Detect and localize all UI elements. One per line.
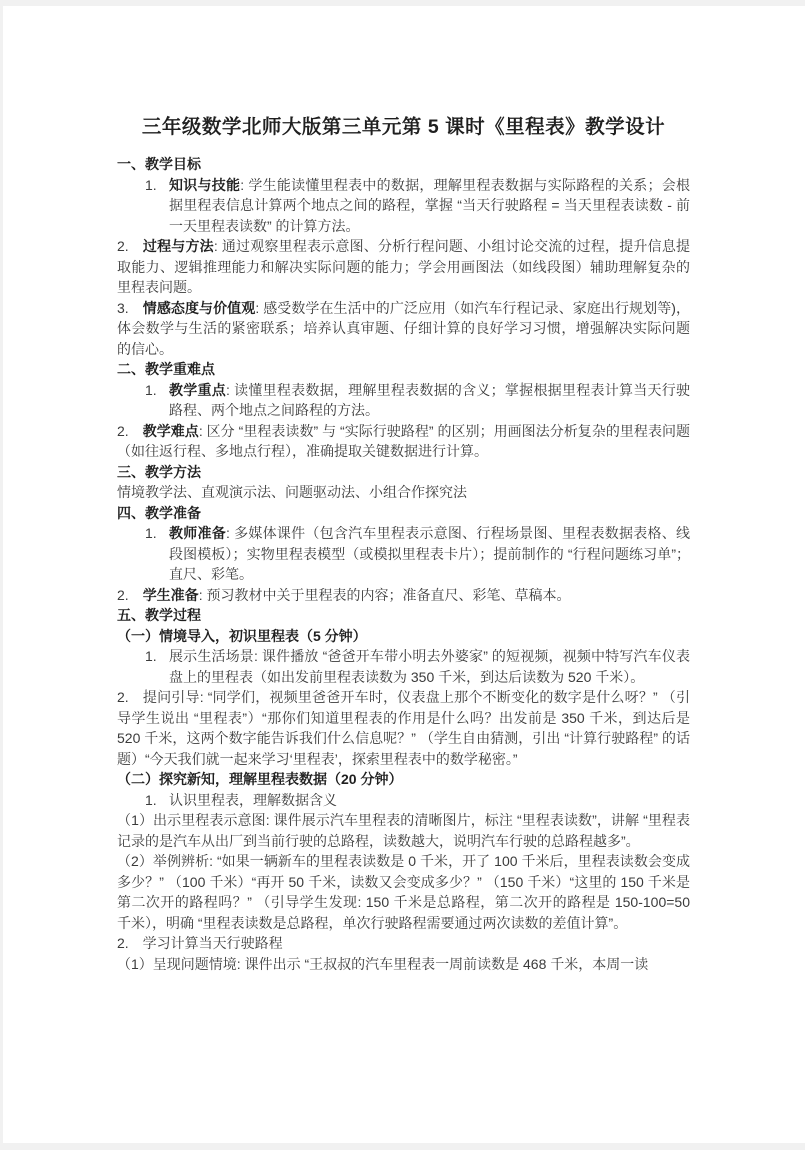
bold-text: 知识与技能 bbox=[169, 176, 241, 193]
body-text: 2. bbox=[117, 422, 143, 439]
list-number: 1. bbox=[145, 648, 157, 664]
body-text: : 学生能读懂里程表中的数据，理解里程表数据与实际路程的关系；会根据里程表信息计算两个地点之间的路程，掌握 “当天行驶路程 = 当天里程表读数 - 前一天里程表读数” 的计算方法。 bbox=[169, 176, 690, 234]
body-text: 展示生活场景: 课件播放 “爸爸开车带小明去外婆家” 的短视频，视频中特写汽车仪表盘上的里程表（如出发前里程表读数为 350 千米，到达后读数为 520 千米）。 bbox=[169, 648, 690, 685]
list-number: 1. bbox=[145, 791, 157, 808]
bold-text: （二）探究新知，理解里程表数据（20 分钟） bbox=[117, 771, 403, 787]
bold-text: （一）情境导入，初识里程表（5 分钟） bbox=[117, 627, 367, 644]
paragraph bbox=[117, 585, 690, 606]
section-heading bbox=[117, 154, 690, 175]
body-text: 2. 学习计算当天行驶路程 bbox=[117, 935, 283, 951]
paragraph bbox=[117, 954, 690, 975]
body-text: : 区分 “里程表读数” 与 “实际行驶路程” 的区别；用画图法分析复杂的里程表问题（如往返行程、多地点行程），准确提取关键数据进行计算。 bbox=[117, 422, 691, 459]
body-text: 2. bbox=[117, 238, 143, 254]
paragraph bbox=[117, 298, 690, 360]
body-text: : 多媒体课件（包含汽车里程表示意图、行程场景图、里程表数据表格、线段图模板）；实物里程表模型（或模拟里程表卡片）；提前制作的 “行程问题练习单”；直尺、彩笔。 bbox=[169, 525, 691, 582]
bold-text: 一、教学目标 bbox=[117, 156, 201, 172]
body-text: : 通过观察里程表示意图、分析行程问题、小组讨论交流的过程，提升信息提取能力、逻辑推理能力和解决实际问题的能力；学会用画图法（如线段图）辅助理解复杂的里程表问题。 bbox=[117, 238, 691, 295]
section-heading bbox=[117, 462, 690, 483]
document-page bbox=[3, 6, 805, 1143]
subsection-heading bbox=[117, 769, 690, 790]
body-text: （1）出示里程表示意图: 课件展示汽车里程表的清晰图片，标注 “里程表读数”，讲解 “里程表记录的是汽车从出厂到当前行驶的总路程，读数越大，说明汽车行驶的总路程越多”。 bbox=[117, 812, 690, 849]
body-text: 认识里程表，理解数据含义 bbox=[169, 791, 337, 808]
body-text: : 感受数学在生活中的广泛应用（如汽车行程记录、家庭出行规划等)，体会数学与生活的紧密联系；培养认真审题、仔细计算的良好学习习惯，增强解决实际问题的信心。 bbox=[117, 299, 690, 357]
page-title bbox=[117, 114, 690, 140]
bold-text: 过程与方法 bbox=[142, 238, 214, 254]
paragraph bbox=[117, 482, 690, 503]
list-item bbox=[117, 646, 690, 687]
body-text: 2. bbox=[117, 586, 143, 603]
body-text: 2. 提问引导: “同学们，视频里爸爸开车时，仪表盘上那个不断变化的数字是什么呀？” （引导学生说出 “里程表”）“那你们知道里程表的作用是什么吗？出发前是 350 千米，到达后是 520 千米，这两个数字能告诉我们什么信息呢？” （学生自由猜测，引出 “计算行驶路程” 的话题）“今天我们就一起来学习‘里程表’，探索里程表中的数学秘密。” bbox=[117, 689, 690, 767]
document-content bbox=[117, 114, 690, 974]
bold-text: 情感态度与价值观 bbox=[142, 299, 256, 316]
list-item bbox=[117, 790, 690, 811]
paragraph bbox=[117, 421, 690, 462]
paragraph bbox=[117, 236, 690, 298]
list-item bbox=[117, 523, 690, 585]
bold-text: 四、教学准备 bbox=[117, 504, 201, 521]
list-number: 1. bbox=[145, 176, 157, 193]
bold-text: 三年级数学北师大版第三单元第 5 课时《里程表》教学设计 bbox=[141, 116, 666, 138]
list-item bbox=[117, 380, 690, 421]
section-heading bbox=[117, 359, 690, 380]
bold-text: 教学重点 bbox=[169, 381, 227, 398]
list-number: 1. bbox=[145, 525, 157, 541]
paragraph bbox=[117, 933, 690, 954]
paragraph bbox=[117, 687, 690, 769]
body-text: （2）举例辨析: “如果一辆新车的里程表读数是 0 千米，开了 100 千米后，里程表读数会变成多少？” （100 千米）“再开 50 千米，读数又会变成多少？” （150 千米）“这里的 150 千米是第二次开的路程吗？” （引导学生发现: 150 千米是总路程，第二次开的路程是 150-100=50 千米），明确 “里程表读数是总路程，单次行驶路程需要通过两次读数的差值计算”。 bbox=[117, 853, 690, 931]
list-item bbox=[117, 175, 690, 237]
bold-text: 三、教学方法 bbox=[117, 463, 201, 480]
bold-text: 教师准备 bbox=[169, 525, 227, 541]
bold-text: 二、教学重难点 bbox=[117, 361, 215, 377]
section-heading bbox=[117, 605, 690, 626]
paragraph bbox=[117, 851, 690, 933]
subsection-heading bbox=[117, 626, 690, 647]
bold-text: 五、教学过程 bbox=[117, 607, 201, 623]
paragraph bbox=[117, 810, 690, 851]
bold-text: 教学难点 bbox=[142, 422, 199, 439]
list-number: 1. bbox=[145, 381, 157, 398]
body-text: 3. bbox=[117, 299, 143, 316]
body-text: 情境教学法、直观演示法、问题驱动法、小组合作探究法 bbox=[117, 484, 467, 500]
section-heading bbox=[117, 503, 690, 524]
body-text: : 读懂里程表数据，理解里程表数据的含义；掌握根据里程表计算当天行驶路程、两个地点之间路程的方法。 bbox=[169, 381, 691, 418]
body-text: : 预习教材中关于里程表的内容；准备直尺、彩笔、草稿本。 bbox=[198, 586, 571, 603]
body-text: （1）呈现问题情境: 课件出示 “王叔叔的汽车里程表一周前读数是 468 千米，本周一读 bbox=[117, 955, 649, 972]
bold-text: 学生准备 bbox=[142, 586, 199, 603]
